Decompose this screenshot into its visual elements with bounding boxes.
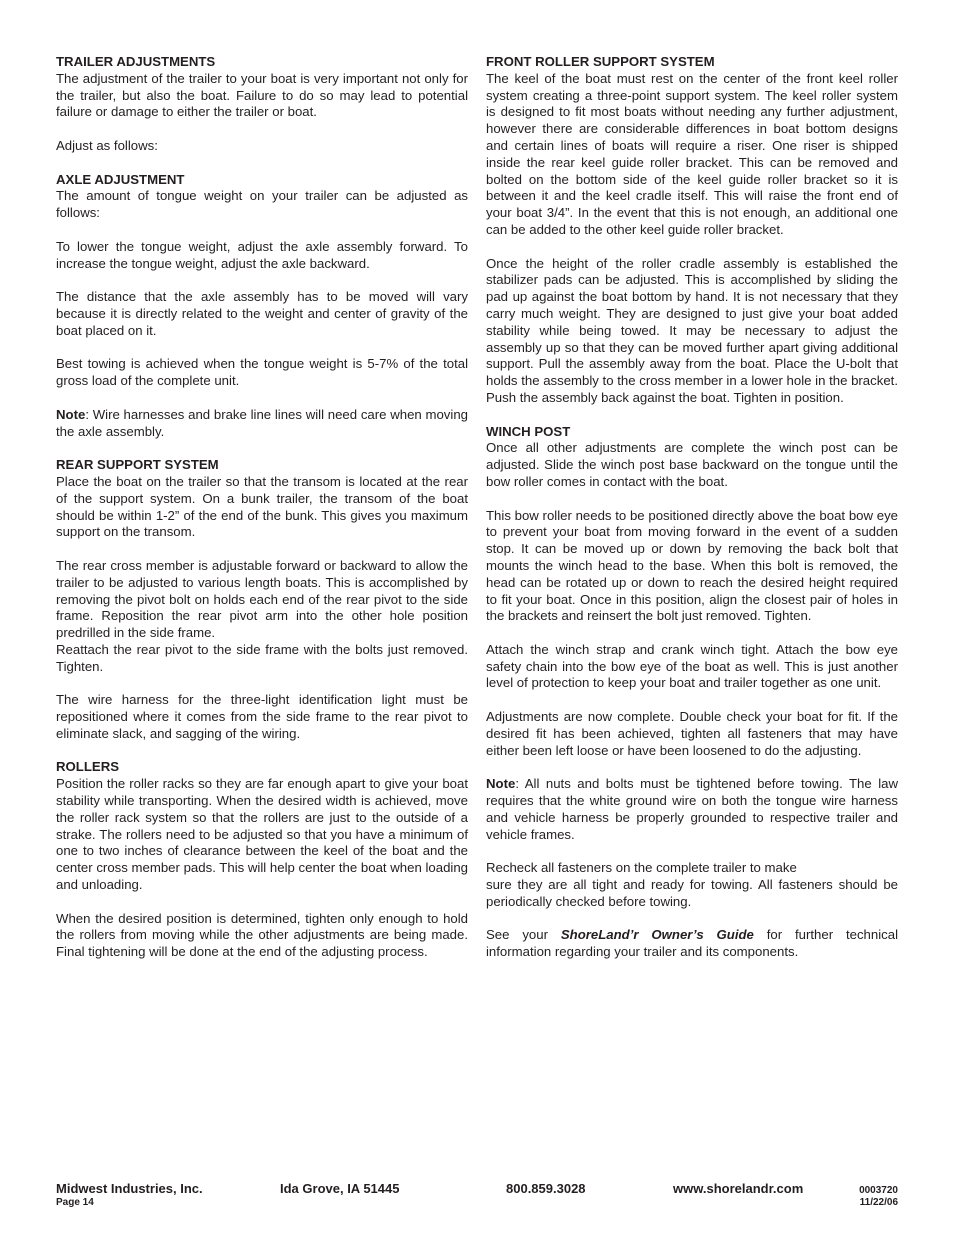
rear-support-p3: Reattach the rear pivot to the side frame with the bolts just removed. Tighten. (56, 641, 468, 674)
winch-post-p3: Attach the winch strap and crank winch tight. Attach the bow eye safety chain into the bow eye of the boat as well. This is just another level of protection to keep your boat and trailer together as one unit. (486, 641, 898, 691)
axle-adjustment-p1: The amount of tongue weight on your trailer can be adjusted as follows: (56, 188, 468, 221)
owners-guide-post: for further technical information regarding your trailer and its components. (486, 927, 899, 960)
axle-adjustment-p4: Best towing is achieved when the tongue weight is 5-7% of the total gross load of the complete unit. (56, 356, 468, 389)
winch-post-note (486, 776, 898, 843)
footer-date: 11/22/06 (859, 1197, 898, 1208)
rear-support-p1: Place the boat on the trailer so that the transom is located at the rear of the support system. On a bunk trailer, the transom of the boat should be within 1-2” of the end of the bunk. This gives you maximum support on the transom. (56, 473, 468, 540)
note-text: : All nuts and bolts must be tightened before towing. The law requires that the white ground wire on both the tongue wire harness and vehicle harness be properly grounded to respective trailer and vehicle frames. (486, 776, 898, 842)
rollers-p1: Position the roller racks so they are far enough apart to give your boat stability while transporting. When the desired width is achieved, move the roller rack system so that the rollers are just to the outside of a strake. The rollers need to be adjusted so that you have a minimum of one to two inches of clearance between the keel of the boat and the center cross member pads. This will help center the boat when loading and unloading. (56, 776, 468, 893)
footer-doc-number: 0003720 (859, 1185, 898, 1196)
note-label: Note (486, 776, 516, 792)
winch-post-p4: Adjustments are now complete. Double check your boat for fit. If the desired fit has been achieved, tighten all fasteners that may have either been left loose or have been loosened to do the adjusting. (486, 709, 898, 758)
winch-post-p1: Once all other adjustments are complete the winch post can be adjusted. Slide the winch post base backward on the tongue until the bow roller comes in contact with the boat. (486, 440, 898, 489)
owners-guide-title: ShoreLand’r Owner’s Guide (560, 927, 754, 943)
note-text: : Wire harnesses and brake line lines will need care when moving the axle assembly. (56, 406, 468, 439)
footer-website: www.shorelandr.com (673, 1181, 804, 1196)
trailer-adjustments-heading: TRAILER ADJUSTMENTS (56, 54, 216, 69)
footer-company: Midwest Industries, Inc. (56, 1181, 203, 1196)
trailer-adjustments-intro: The adjustment of the trailer to your boat is very important not only for the trailer, but also the boat. Failure to do so may lead to potential failure or damage to either the trailer or boat. (56, 70, 468, 120)
rear-support-p4: The wire harness for the three-light identification light must be repositioned where it comes from the side frame to the rear pivot to eliminate slack, and sagging of the wiring. (56, 692, 468, 741)
footer-city: Ida Grove, IA 51445 (280, 1181, 400, 1196)
left-column (56, 54, 468, 961)
front-roller-p1: The keel of the boat must rest on the center of the front keel roller system creating a three-point support system. The keel roller system is designed to fit most boats without needing any further adjustment, however there are considerable differences in boat bottom designs and certain lines of boats will require a riser. One riser is shipped inside the rear keel guide roller bracket. This can be removed and bolted on the bottom side of the keel guide roller bracket so it is between it and the keel cradle itself. This will raise the front end of your boat 3/4”. In the event that this is not enough, an additional one can be added to the other keel guide roller bracket. (486, 70, 898, 237)
note-label: Note (56, 406, 86, 422)
axle-adjustment-note (56, 407, 468, 441)
recheck-line: Recheck all fasteners on the complete trailer to make (486, 860, 797, 876)
winch-post-heading: WINCH POST (486, 423, 571, 439)
rollers-heading: ROLLERS (56, 759, 120, 775)
rear-support-p2: The rear cross member is adjustable forward or backward to allow the trailer to be adjusted to various length boats. This is accomplished by removing the pivot bolt on holds each end of the rear pivot to the side frame. Reposition the rear pivot arm into the other hole position predrilled in the side frame. (56, 557, 468, 641)
winch-post-p2: This bow roller needs to be positioned directly above the boat bow eye to prevent your boat from moving forward in the event of a sudden stop. It can be moved up or down by removing the back bolt that mounts the winch head to the base. When this bolt is removed, the head can be rotated up or down to reach the desired height required to fit your boat. Once in this position, align the closest pair of holes in the brackets and reinsert the bolt just removed. Tighten. (486, 507, 898, 624)
owners-guide-reference (486, 927, 898, 961)
front-roller-heading: FRONT ROLLER SUPPORT SYSTEM (486, 54, 715, 69)
front-roller-p2: Once the height of the roller cradle assembly is established the stabilizer pads can be adjusted. This is accomplished by sliding the pad up against the boat bottom by hand. It is not necessary that they carry much weight. They are designed to just give your boat added stability while being towed. It may be necessary to adjust the assembly up so that they can be moved further apart giving additional support. Pull the assembly away from the boat. Place the U-bolt that holds the assembly to the cross member in a lower hole in the bracket. Push the assembly back against the boat. Tighten in position. (486, 255, 898, 405)
axle-adjustment-p2: To lower the tongue weight, adjust the axle assembly forward. To increase the tongue weight, adjust the axle backward. (56, 238, 468, 271)
rollers-p2: When the desired position is determined, tighten only enough to hold the rollers from moving while the other adjustments are being made. Final tightening will be done at the end of the adjusting process. (56, 910, 468, 960)
right-column (486, 54, 898, 961)
axle-adjustment-p3: The distance that the axle assembly has to be moved will vary because it is directly related to the weight and center of gravity of the boat placed on it. (56, 289, 468, 338)
recheck-rest: sure they are all tight and ready for towing. All fasteners should be periodically checked before towing. (486, 877, 898, 909)
axle-adjustment-heading: AXLE ADJUSTMENT (56, 171, 185, 187)
adjust-as-follows: Adjust as follows: (56, 137, 158, 153)
footer-phone: 800.859.3028 (506, 1181, 586, 1196)
owners-guide-pre: See your (486, 927, 561, 943)
footer-page-number: Page 14 (56, 1197, 94, 1208)
rear-support-heading: REAR SUPPORT SYSTEM (56, 457, 219, 473)
